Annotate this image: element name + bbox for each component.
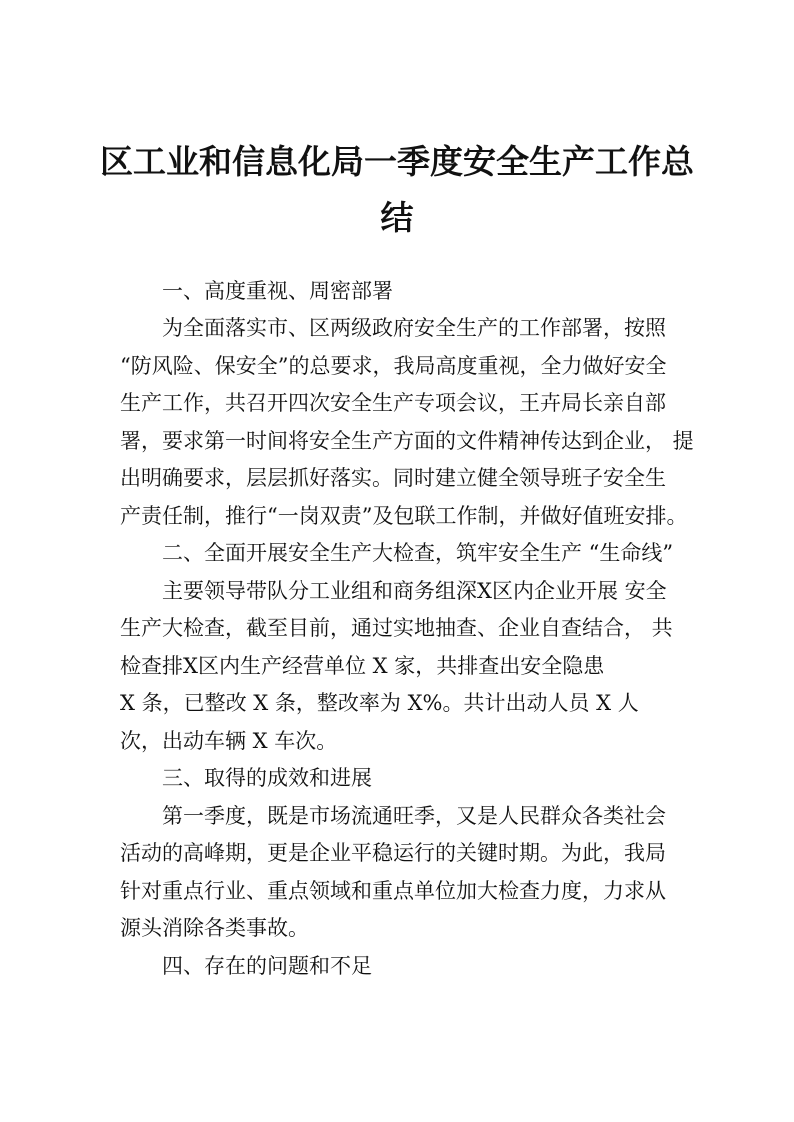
body-line: 活动的高峰期，更是企业平稳运行的关键时期。为此，我局: [120, 841, 666, 865]
section-heading-4: 四、存在的问题和不足: [162, 954, 372, 978]
body-line: 生产大检查，截至目前，通过实地抽查、企业自查结合， 共: [120, 616, 673, 640]
body-line: 源头消除各类事故。: [120, 916, 309, 940]
section-heading-2: 二、全面开展安全生产大检查，筑牢安全生产 “生命线”: [162, 541, 674, 565]
body-line: 检查排X区内生产经营单位 X 家，共排查出安全隐患: [120, 654, 605, 678]
body-line: 次，出动车辆 X 车次。: [120, 729, 338, 753]
body-line: 针对重点行业、重点领域和重点单位加大检查力度，力求从: [120, 879, 666, 903]
body-line: 为全面落实市、区两级政府安全生产的工作部署，按照: [162, 316, 666, 340]
body-line: 出明确要求，层层抓好落实。同时建立健全领导班子安全生: [120, 466, 666, 490]
body-line: 产责任制，推行“一岗双责”及包联工作制，并做好值班安排。: [120, 504, 688, 528]
document-title-line-2: 结: [380, 198, 414, 237]
body-line: 生产工作，共召开四次安全生产专项会议，王卉局长亲自部: [120, 391, 666, 415]
document-title-line-1: 区工业和信息化局一季度安全生产工作总: [100, 142, 694, 181]
section-heading-1: 一、高度重视、周密部署: [162, 279, 393, 303]
body-line: X 条，已整改 X 条，整改率为 X%。共计出动人员 X 人: [120, 691, 639, 715]
body-line: “防风险、保安全”的总要求，我局高度重视，全力做好安全: [120, 354, 667, 378]
body-line: 主要领导带队分工业组和商务组深X区内企业开展 安全: [162, 579, 667, 603]
section-heading-3: 三、取得的成效和进展: [162, 766, 372, 790]
body-line: 第一季度，既是市场流通旺季，又是人民群众各类社会: [162, 804, 666, 828]
body-line: 署，要求第一时间将安全生产方面的文件精神传达到企业， 提: [120, 429, 694, 453]
